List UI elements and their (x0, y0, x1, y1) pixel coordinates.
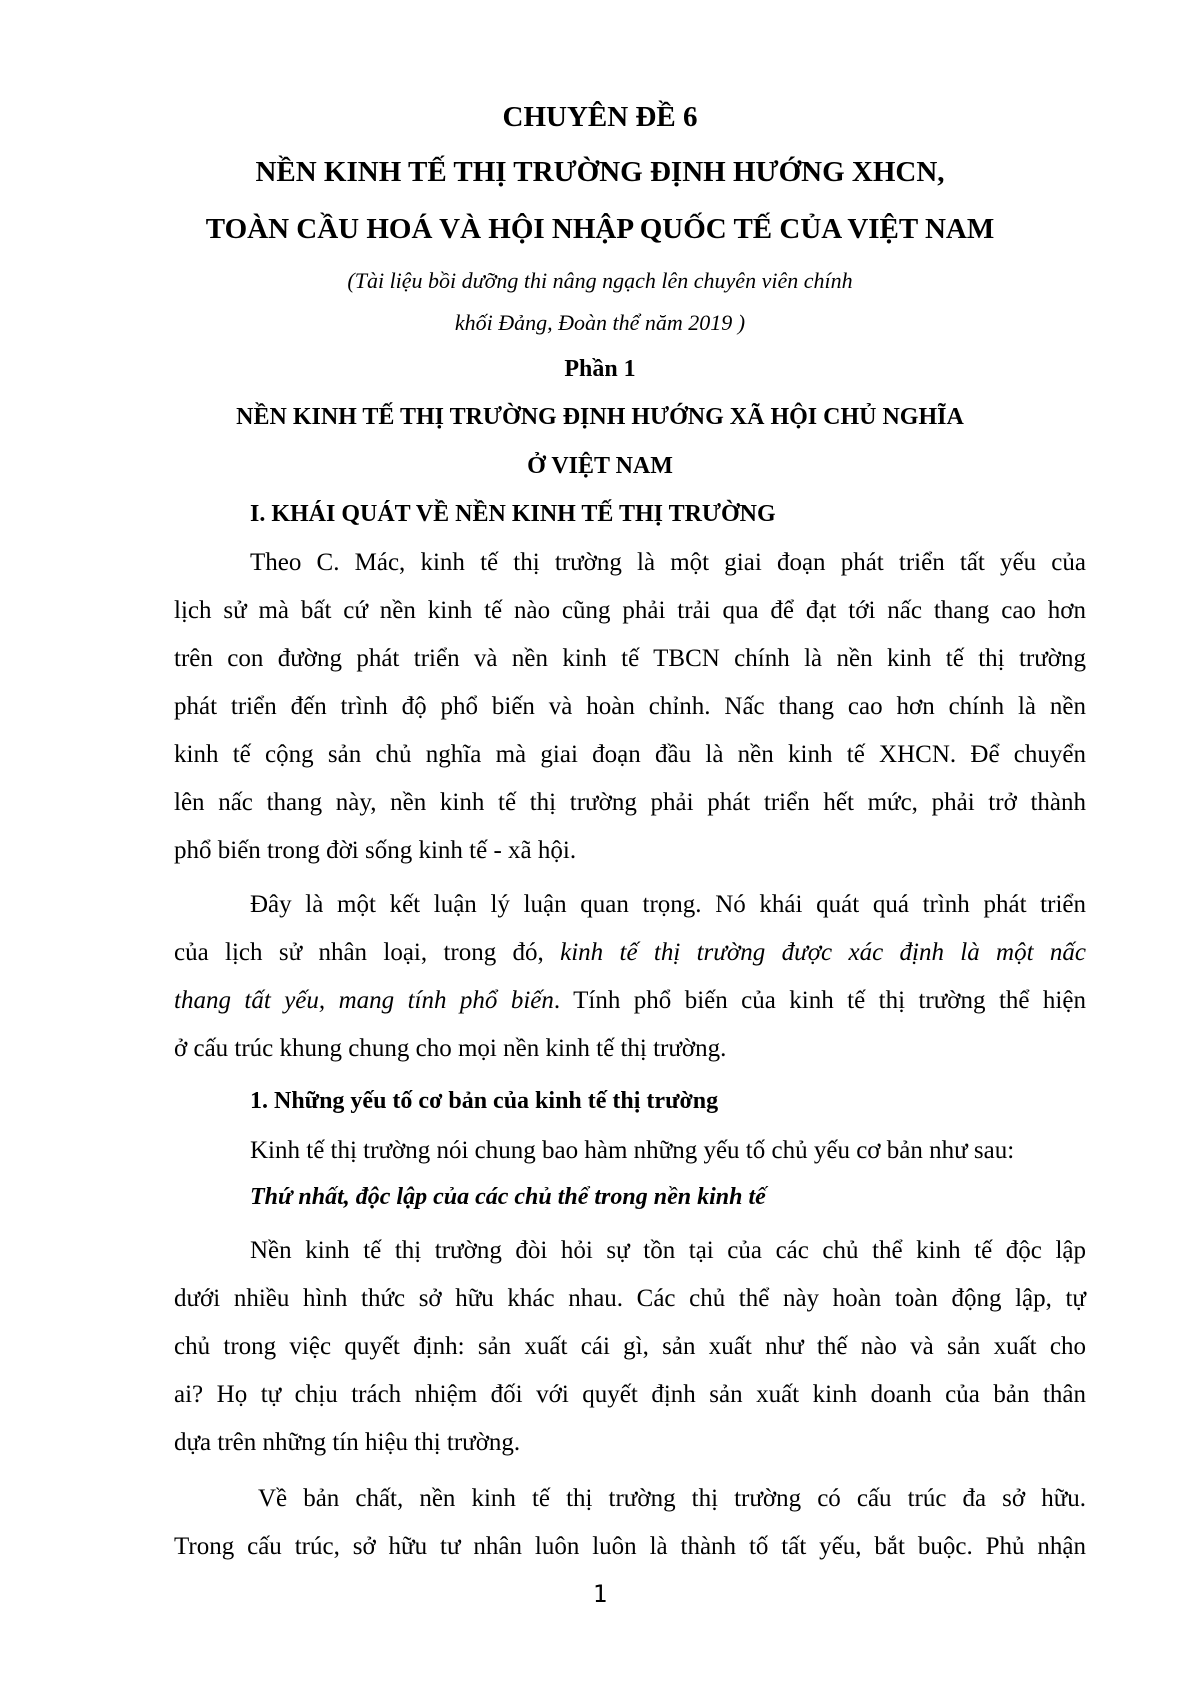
document-title-line-2: TOÀN CẦU HOÁ VÀ HỘI NHẬP QUỐC TẾ CỦA VIỆT NAM (205, 213, 995, 245)
paragraph-1-line: lên nấc thang này, nền kinh tế thị trường phải phát triển hết mức, phải trở thành (174, 789, 1086, 816)
paragraph-1-line: phát triển đến trình độ phổ biến và hoàn chỉnh. Nấc thang cao hơn chính là nền (174, 693, 1086, 720)
paragraph-5-line: Về bản chất, nền kinh tế thị trường thị trường có cấu trúc đa sở hữu. (258, 1485, 1086, 1512)
part-title-line-1: NỀN KINH TẾ THỊ TRƯỜNG ĐỊNH HƯỚNG XÃ HỘI CHỦ NGHĨA (236, 404, 964, 430)
paragraph-5-line: Trong cấu trúc, sở hữu tư nhân luôn luôn là thành tố tất yếu, bắt buộc. Phủ nhận (174, 1533, 1086, 1560)
paragraph-1-line: Theo C. Mác, kinh tế thị trường là một giai đoạn phát triển tất yếu của (250, 549, 1086, 576)
paragraph-4-line: dưới nhiều hình thức sở hữu khác nhau. Các chủ thể này hoàn toàn động lập, tự (174, 1285, 1086, 1312)
subheading-1: 1. Những yếu tố cơ bản của kinh tế thị trường (250, 1088, 719, 1114)
part-title-line-2: Ở VIỆT NAM (527, 453, 673, 479)
paragraph-4-line: ai? Họ tự chịu trách nhiệm đối với quyết định sản xuất kinh doanh của bản thân (174, 1381, 1086, 1408)
paragraph-2-line: ở cấu trúc khung chung cho mọi nền kinh tế thị trường. (174, 1035, 727, 1062)
paragraph-1-line: trên con đường phát triển và nền kinh tế TBCN chính là nền kinh tế thị trường (174, 645, 1086, 672)
part-label: Phần 1 (564, 356, 636, 382)
paragraph-1-line: phổ biến trong đời sống kinh tế - xã hội. (174, 837, 577, 864)
paragraph-1-line: kinh tế cộng sản chủ nghĩa mà giai đoạn đầu là nền kinh tế XHCN. Để chuyển (174, 741, 1086, 768)
paragraph-2-emphasis: kinh tế thị trường được xác định là một nấc (560, 939, 1086, 966)
paragraph-4-line: Nền kinh tế thị trường đòi hỏi sự tồn tại của các chủ thể kinh tế độc lập (250, 1237, 1086, 1264)
page-number: 1 (592, 1580, 608, 1608)
paragraph-2-line: Đây là một kết luận lý luận quan trọng. Nó khái quát quá trình phát triển (250, 891, 1086, 918)
paragraph-4-line: chủ trong việc quyết định: sản xuất cái gì, sản xuất như thế nào và sản xuất cho (174, 1333, 1086, 1360)
subheading-2: Thứ nhất, độc lập của các chủ thể trong nền kinh tế (250, 1184, 766, 1210)
document-subtitle-line-1: (Tài liệu bồi dưỡng thi nâng ngạch lên chuyên viên chính (347, 268, 853, 293)
paragraph-2-text: . Tính phổ biến của kinh tế thị trường thể hiện (553, 987, 1086, 1014)
paragraph-2-emphasis: thang tất yếu, mang tính phổ biến (174, 987, 554, 1014)
document-subtitle-line-2: khối Đảng, Đoàn thể năm 2019 ) (454, 310, 746, 335)
paragraph-2-line (174, 986, 1086, 1016)
paragraph-3-line: Kinh tế thị trường nói chung bao hàm những yếu tố chủ yếu cơ bản như sau: (250, 1137, 1015, 1164)
paragraph-1-line: lịch sử mà bất cứ nền kinh tế nào cũng phải trải qua để đạt tới nấc thang cao hơn (174, 597, 1086, 624)
paragraph-2-text: của lịch sử nhân loại, trong đó, (174, 939, 561, 966)
section-heading: I. KHÁI QUÁT VỀ NỀN KINH TẾ THỊ TRƯỜNG (250, 501, 776, 527)
topic-title: CHUYÊN ĐỀ 6 (502, 101, 698, 133)
paragraph-2-line (174, 938, 1086, 968)
paragraph-4-line: dựa trên những tín hiệu thị trường. (174, 1429, 521, 1456)
document-title-line-1: NỀN KINH TẾ THỊ TRƯỜNG ĐỊNH HƯỚNG XHCN, (255, 156, 945, 188)
